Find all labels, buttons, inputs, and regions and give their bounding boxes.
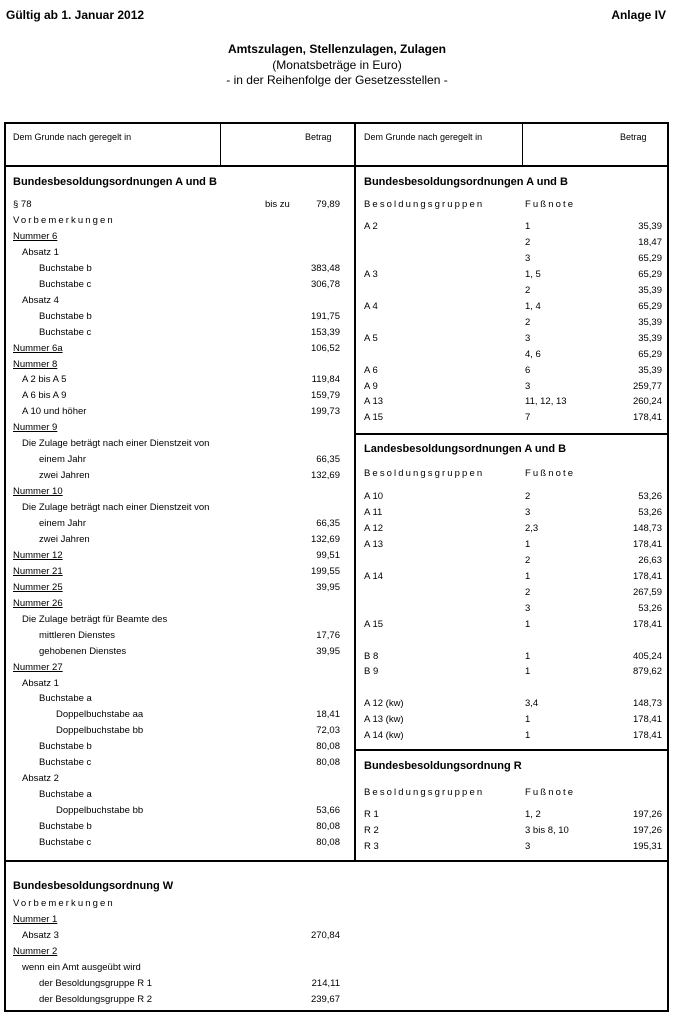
table-row-label: Die Zulage beträgt nach einer Dienstzeit von [22, 438, 210, 450]
table-row-amount: 132,69 [310, 470, 340, 482]
page-title: Amtszulagen, Stellenzulagen, Zulagen [227, 42, 447, 56]
col-foot-header-2: Fußnote [525, 468, 576, 479]
table-row-label: Buchstabe c [39, 278, 92, 290]
footnote-cell: 1 [525, 730, 531, 742]
validity-date: Gültig ab 1. Januar 2012 [6, 8, 145, 22]
bottom-section-heading: Bundesbesoldungsordnung W [13, 880, 174, 892]
page-subtitle-order: - in der Reihenfolge der Gesetzesstellen - [226, 73, 448, 87]
footnote-cell: 1 [525, 714, 531, 726]
grade-cell: A 14 (kw) [364, 730, 404, 742]
amount-cell: 178,41 [632, 714, 662, 726]
amount-cell: 405,24 [632, 650, 662, 662]
w-table-row-amount: 239,67 [310, 993, 340, 1005]
amount-cell: 178,41 [632, 730, 662, 742]
table-row-label: Absatz 1 [22, 246, 59, 258]
table-row-amount: 106,52 [310, 342, 340, 354]
amount-cell: 18,47 [638, 236, 662, 248]
grade-cell: A 9 [364, 380, 378, 392]
grade-cell: A 2 [364, 221, 378, 232]
column-divider [354, 122, 356, 862]
grade-cell: B 9 [364, 666, 379, 678]
footnote-cell: 6 [525, 364, 531, 376]
footnote-cell: 2 [525, 586, 531, 598]
grade-cell: A 11 [364, 506, 383, 518]
w-table-row-label: wenn ein Amt ausgeübt wird [22, 961, 141, 973]
table-row-label: Buchstabe a [39, 693, 92, 705]
table-row-amount: 66,35 [316, 518, 340, 529]
table-row-label: Buchstabe b [39, 310, 92, 322]
amount-cell: 259,77 [632, 380, 662, 392]
table-row-amount: 191,75 [310, 310, 340, 322]
table-row-label: Absatz 1 [22, 677, 59, 689]
w-table-row-amount: 214,11 [311, 977, 340, 989]
amount-cell: 65,29 [638, 252, 662, 264]
table-row-amount: 159,79 [310, 390, 340, 402]
table-row-label: Doppelbuchstabe bb [56, 805, 144, 817]
amount-cell: 148,73 [632, 522, 662, 534]
table-row-label: Nummer 6a [13, 342, 63, 354]
w-table-row-label: der Besoldungsgruppe R 2 [39, 993, 153, 1005]
left-col-header-reg: Dem Grunde nach geregelt in [13, 132, 132, 142]
table-row-label: A 2 bis A 5 [22, 374, 67, 386]
footnote-cell: 1 [525, 221, 531, 232]
amount-cell: 53,26 [638, 506, 662, 518]
table-row-label: Doppelbuchstabe aa [56, 709, 144, 721]
table-row-label: Nummer 6 [13, 230, 58, 242]
footnote-cell: 1, 5 [525, 268, 541, 280]
footnote-cell: 2 [525, 316, 531, 328]
amount-cell: 178,41 [632, 538, 662, 550]
amount-cell: 178,41 [632, 570, 662, 582]
amount-cell: 197,26 [632, 824, 662, 836]
table-row-label: zwei Jahren [39, 470, 90, 482]
table-row-amount: 199,55 [310, 565, 340, 577]
amount-cell: 53,26 [638, 602, 662, 614]
table-row-amount: 199,73 [310, 406, 340, 418]
table-row-amount: 66,35 [316, 454, 340, 466]
header-bottom-rule [4, 165, 669, 167]
right-section-rule-2 [355, 749, 669, 751]
footnote-cell: 1, 4 [525, 300, 541, 312]
amount-cell: 260,24 [632, 396, 662, 408]
table-row-amount: 80,08 [316, 821, 340, 833]
footnote-cell: 1 [525, 570, 531, 582]
table-row-label: § 78 [13, 199, 32, 210]
footnote-cell: 3 [525, 840, 531, 852]
footnote-cell: 2 [525, 554, 531, 566]
amount-cell: 35,39 [638, 284, 662, 296]
table-row-amount: 39,95 [316, 581, 340, 593]
table-row-label: gehobenen Dienstes [39, 645, 127, 657]
table-row-label: Buchstabe c [39, 326, 92, 338]
table-row-label: Nummer 8 [13, 358, 58, 370]
w-table-row-label: Nummer 1 [13, 913, 58, 925]
table-row-label: Buchstabe c [39, 757, 92, 769]
table-row-amount: 132,69 [310, 533, 340, 545]
amount-cell: 148,73 [632, 698, 662, 710]
col-group-header-3: Besoldungsgruppen [364, 787, 485, 798]
grade-cell: A 13 [364, 538, 384, 550]
left-col-header-amount: Betrag [305, 132, 332, 142]
amount-cell: 35,39 [638, 316, 662, 328]
right-col-header-reg: Dem Grunde nach geregelt in [364, 132, 483, 142]
right-header-divider [522, 122, 523, 166]
table-row-label: einem Jahr [39, 518, 86, 529]
left-header-divider [220, 122, 221, 166]
footnote-cell: 1, 2 [525, 809, 541, 820]
table-row-amount: 80,08 [316, 741, 340, 753]
table-row-label: Buchstabe c [39, 837, 92, 848]
footnote-cell: 2 [525, 491, 531, 502]
footnote-cell: 3 [525, 506, 531, 518]
table-row-amount: 72,03 [316, 725, 340, 737]
footnote-cell: 1 [525, 538, 531, 550]
footnote-cell: 2 [525, 236, 531, 248]
table-row-label: mittleren Dienstes [39, 629, 116, 641]
amount-cell: 65,29 [638, 300, 662, 312]
table-row-label: Buchstabe b [39, 262, 92, 274]
footnote-cell: 3,4 [525, 698, 539, 710]
table-row-label: Die Zulage beträgt für Beamte des [22, 613, 168, 625]
col-foot-header-3: Fußnote [525, 787, 576, 798]
page-subtitle: (Monatsbeträge in Euro) [272, 58, 402, 72]
table-row-label: Die Zulage beträgt nach einer Dienstzeit von [22, 502, 210, 514]
footnote-cell: 4, 6 [525, 348, 541, 360]
table-row-label: Buchstabe b [39, 741, 92, 753]
footnote-cell: 7 [525, 412, 531, 424]
footnote-cell: 11, 12, 13 [525, 396, 567, 408]
table-row-label: Buchstabe a [39, 789, 92, 801]
left-section-heading: Bundesbesoldungsordnungen A und B [13, 176, 217, 188]
table-row-label: Nummer 10 [13, 486, 63, 498]
table-row-amount: 119,84 [311, 374, 340, 386]
bottom-section-rule [4, 860, 669, 862]
table-row-label: Doppelbuchstabe bb [56, 725, 144, 737]
right-section-heading-land: Landesbesoldungsordnungen A und B [364, 443, 567, 455]
footnote-cell: 1 [525, 618, 531, 630]
footnote-cell: 3 [525, 332, 531, 344]
col-group-header-1: Besoldungsgruppen [364, 199, 485, 210]
table-row-label: Vorbemerkungen [13, 214, 115, 226]
w-table-row-label: Nummer 2 [13, 945, 58, 957]
amount-cell: 35,39 [638, 221, 662, 232]
amount-cell: 65,29 [638, 348, 662, 360]
grade-cell: A 10 [364, 491, 384, 502]
footnote-cell: 1 [525, 650, 531, 662]
table-row-label: Absatz 2 [22, 773, 59, 785]
grade-cell: A 13 [364, 396, 384, 408]
table-row-label: Buchstabe b [39, 821, 92, 833]
grade-cell: A 3 [364, 268, 378, 280]
grade-cell: A 15 [364, 618, 384, 630]
grade-cell: R 1 [364, 809, 379, 820]
col-group-header-2: Besoldungsgruppen [364, 468, 485, 479]
table-row-amount: 80,08 [316, 757, 340, 769]
table-row-amount: 153,39 [310, 326, 340, 338]
grade-cell: A 4 [364, 300, 378, 312]
table-row-label: zwei Jahren [39, 533, 90, 545]
grade-cell: A 6 [364, 364, 378, 376]
table-row-amount: 99,51 [316, 549, 340, 561]
table-row-amount: 53,66 [316, 805, 340, 817]
annex-label: Anlage IV [611, 8, 666, 22]
amount-cell: 178,41 [632, 618, 662, 630]
table-row-amount: 79,89 [316, 199, 340, 210]
footnote-cell: 3 [525, 380, 531, 392]
grade-cell: A 12 (kw) [364, 698, 404, 710]
amount-cell: 65,29 [638, 268, 662, 280]
right-col-header-amount: Betrag [620, 132, 647, 142]
grade-cell: A 14 [364, 570, 384, 582]
footnote-cell: 1 [525, 666, 531, 678]
amount-cell: 53,26 [638, 491, 662, 502]
grade-cell: R 2 [364, 824, 379, 836]
grade-cell: A 13 (kw) [364, 714, 404, 726]
w-table-row-label: der Besoldungsgruppe R 1 [39, 977, 153, 989]
footnote-cell: 2,3 [525, 522, 539, 534]
table-row-amount: 383,48 [310, 262, 340, 274]
grade-cell: B 8 [364, 650, 379, 662]
right-section-rule-1 [355, 433, 669, 435]
w-table-row-amount: 270,84 [310, 929, 340, 941]
footnote-cell: 3 [525, 252, 531, 264]
table-row-label: A 10 und höher [22, 406, 87, 418]
table-row-label: Nummer 12 [13, 549, 63, 561]
table-row-amount: 18,41 [316, 709, 340, 721]
table-row-label: A 6 bis A 9 [22, 390, 67, 402]
amount-cell: 267,59 [632, 586, 662, 598]
table-row-label: Nummer 21 [13, 565, 63, 577]
table-row-amount: 80,08 [316, 837, 340, 848]
table-row-label: einem Jahr [39, 454, 86, 466]
right-section-heading-r: Bundesbesoldungsordnung R [364, 760, 522, 772]
amount-cell: 197,26 [632, 809, 662, 820]
amount-cell: 195,31 [632, 840, 662, 852]
amount-cell: 35,39 [638, 332, 662, 344]
amount-cell: 35,39 [638, 364, 662, 376]
grade-cell: A 15 [364, 412, 384, 424]
table-row-label: Nummer 9 [13, 422, 58, 434]
table-row-amount: 17,76 [316, 629, 340, 641]
table-row-amount: 39,95 [316, 645, 340, 657]
amount-cell: 26,63 [638, 554, 662, 566]
w-table-row-label: Absatz 3 [22, 929, 59, 941]
col-foot-header-1: Fußnote [525, 199, 576, 210]
table-row-label: Nummer 25 [13, 581, 63, 593]
amount-cell: 178,41 [632, 412, 662, 424]
table-row-qualifier: bis zu [265, 199, 290, 210]
right-section-heading-bund: Bundesbesoldungsordnungen A und B [364, 176, 568, 188]
grade-cell: A 12 [364, 522, 384, 534]
footnote-cell: 3 bis 8, 10 [525, 824, 569, 836]
table-row-label: Nummer 27 [13, 661, 63, 673]
grade-cell: R 3 [364, 840, 379, 852]
footnote-cell: 2 [525, 284, 531, 296]
table-row-label: Absatz 4 [22, 294, 59, 306]
amount-cell: 879,62 [632, 666, 662, 678]
footnote-cell: 3 [525, 602, 531, 614]
grade-cell: A 5 [364, 332, 378, 344]
table-row-label: Nummer 26 [13, 597, 63, 609]
table-row-amount: 306,78 [310, 278, 340, 290]
w-table-row-label: Vorbemerkungen [13, 898, 115, 909]
